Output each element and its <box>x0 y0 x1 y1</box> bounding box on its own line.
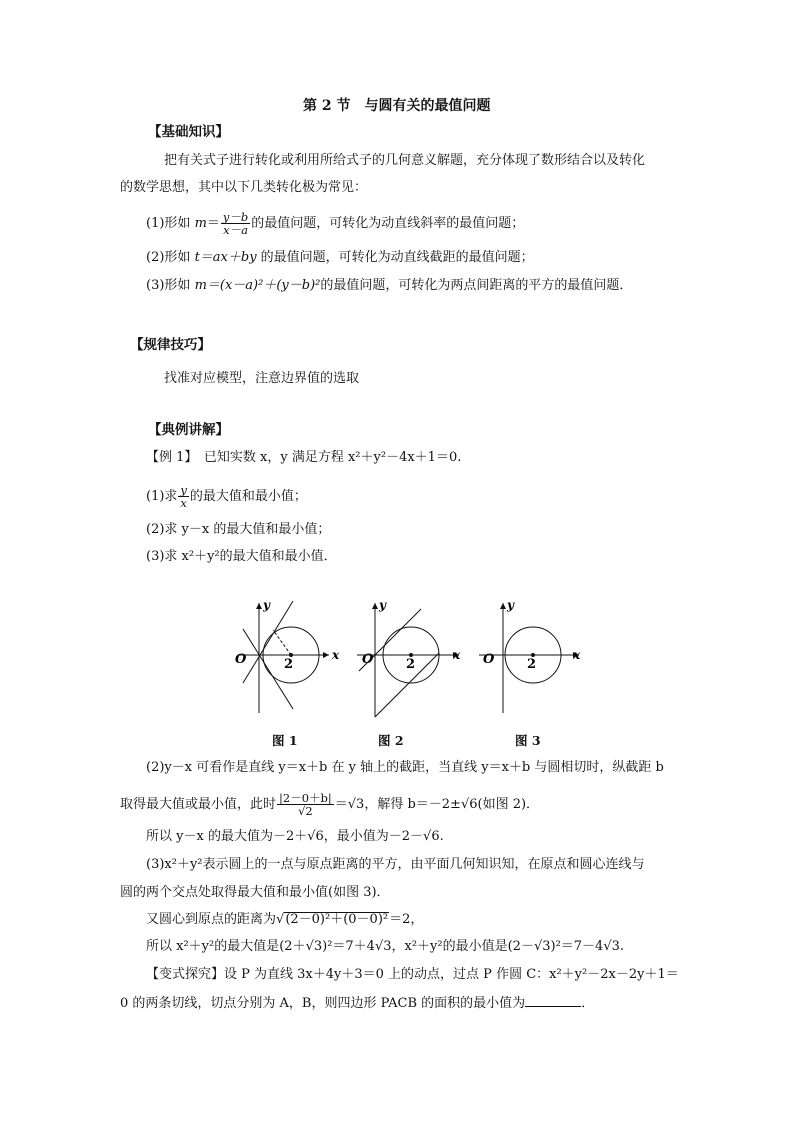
variant-label: 【变式探究】 <box>146 967 225 982</box>
solution-3-conclusion: 所以 x²＋y²的最大值是(2＋√3)²＝7＋4√3，x²＋y²的最小值是(2－√3)²＝7－4√3. <box>146 939 625 954</box>
basics-item-1 <box>146 211 524 236</box>
item1-fraction <box>221 211 250 236</box>
page-title: 第 2 节 与圆有关的最值问题 <box>303 98 491 114</box>
item1-var: m <box>194 216 207 231</box>
figure-2-caption: 图 2 <box>378 733 404 748</box>
basics-item-3 <box>146 277 632 295</box>
s2-text-b: ＝√3，解得 b＝－2±√6(如图 2)． <box>334 797 540 812</box>
item1-prefix: (1)形如 <box>146 216 195 231</box>
variant-text-2: 0 的两条切线，切点分别为 A，B，则四边形 PACB 的面积的最小值为 <box>120 996 526 1011</box>
example-label: 【例 1】 <box>146 450 191 465</box>
examples-heading: 【典例讲解】 <box>148 422 229 438</box>
fig2-origin-label: O <box>362 652 374 667</box>
question-1 <box>146 484 307 509</box>
variant-line-2 <box>120 994 594 1013</box>
item3-expr: m＝(x－a)²＋(y－b)² <box>194 278 321 293</box>
variant-end: ． <box>581 996 595 1011</box>
figure-2 <box>357 598 461 717</box>
tips-text: 找准对应模型，注意边界值的选取 <box>164 371 360 386</box>
solution-3-line-2: 圆的两个交点处取得最大值和最小值(如图 3)． <box>120 885 390 900</box>
item2-prefix: (2)形如 <box>146 250 195 265</box>
q1-denominator: x <box>180 496 187 510</box>
fig1-y-label: y <box>263 598 270 612</box>
fig3-y-label: y <box>507 598 514 612</box>
item2-suffix: 的最值问题，可转化为动直线截距的最值问题； <box>256 250 534 265</box>
s2-numerator: |2－0＋b| <box>279 791 332 805</box>
s3-distance-suffix: ＝2， <box>389 912 424 927</box>
figure-3-caption: 图 3 <box>515 733 541 748</box>
solution-2-conclusion: 所以 y－x 的最大值为－2＋√6，最小值为－2－√6. <box>146 829 444 844</box>
figure-3 <box>479 598 581 713</box>
q1-suffix: 的最大值和最小值； <box>189 489 307 504</box>
fig1-center-label: 2 <box>284 657 294 672</box>
item3-suffix: 的最值问题，可转化为两点间距离的平方的最值问题． <box>320 278 633 293</box>
s2-denominator: √2 <box>298 804 313 818</box>
s2-fraction <box>277 792 334 817</box>
example-1 <box>146 449 461 467</box>
fig1-origin-label: O <box>235 652 247 667</box>
item3-prefix: (3)形如 <box>146 278 195 293</box>
fig2-y-label: y <box>379 598 386 612</box>
item1-suffix: 的最值问题，可转化为动直线斜率的最值问题； <box>251 216 525 231</box>
basics-intro-line-2: 的数学思想，其中以下几类转化极为常见： <box>120 180 368 195</box>
q1-prefix: (1)求 <box>146 489 178 504</box>
fig2-center-label: 2 <box>406 657 416 672</box>
example-text: 已知实数 x，y 满足方程 x²＋y²－4x＋1＝0. <box>190 450 462 465</box>
figures-svg <box>225 595 615 725</box>
item2-expr: t＝ax＋by <box>194 250 257 265</box>
figure-1 <box>235 598 340 713</box>
fig3-center-label: 2 <box>527 657 537 672</box>
s3-distance-radicand: (2－0)²＋(0－0)² <box>285 912 389 927</box>
figure-1-caption: 图 1 <box>272 733 298 748</box>
question-3: (3)求 x²＋y²的最大值和最小值． <box>146 549 337 564</box>
question-2: (2)求 y－x 的最大值和最小值； <box>146 522 331 537</box>
basics-item-2 <box>146 249 534 267</box>
item1-denominator: x－a <box>223 223 248 237</box>
fig3-x-label: x <box>573 648 581 662</box>
solution-2-line-2 <box>120 792 539 817</box>
item1-eq: ＝ <box>206 216 220 231</box>
fig2-x-label: x <box>453 648 461 662</box>
answer-blank[interactable] <box>525 994 581 1007</box>
tips-heading: 【规律技巧】 <box>130 337 211 353</box>
s3-distance-prefix: 又圆心到原点的距离为 <box>146 912 277 927</box>
solution-2-line-1: (2)y－x 可看作是直线 y＝x＋b 在 y 轴上的截距，当直线 y＝x＋b 与圆相切时，纵截距 b <box>146 760 664 775</box>
basics-intro-line-1: 把有关式子进行转化或利用所给式子的几何意义解题，充分体现了数形结合以及转化 <box>164 153 646 168</box>
solution-3-line-1: (3)x²＋y²表示圆上的一点与原点距离的平方，由平面几何知识知，在原点和圆心连线与 <box>146 857 645 872</box>
s2-text-a: 取得最大值或最小值，此时 <box>120 797 277 812</box>
fig1-radius-dashed <box>273 630 291 655</box>
basics-heading: 【基础知识】 <box>148 124 229 140</box>
variant-text-1: 设 P 为直线 3x＋4y＋3＝0 上的动点，过点 P 作圆 C：x²＋y²－2x－2y＋1＝ <box>224 967 679 982</box>
item1-numerator: y－b <box>222 210 249 224</box>
q1-numerator: y <box>180 483 187 497</box>
sqrt-sign: √ <box>276 912 285 927</box>
fig1-x-label: x <box>332 648 340 662</box>
solution-3-distance <box>146 911 423 929</box>
variant-line-1 <box>146 966 679 984</box>
fig3-origin-label: O <box>483 652 495 667</box>
q1-fraction <box>178 484 189 509</box>
